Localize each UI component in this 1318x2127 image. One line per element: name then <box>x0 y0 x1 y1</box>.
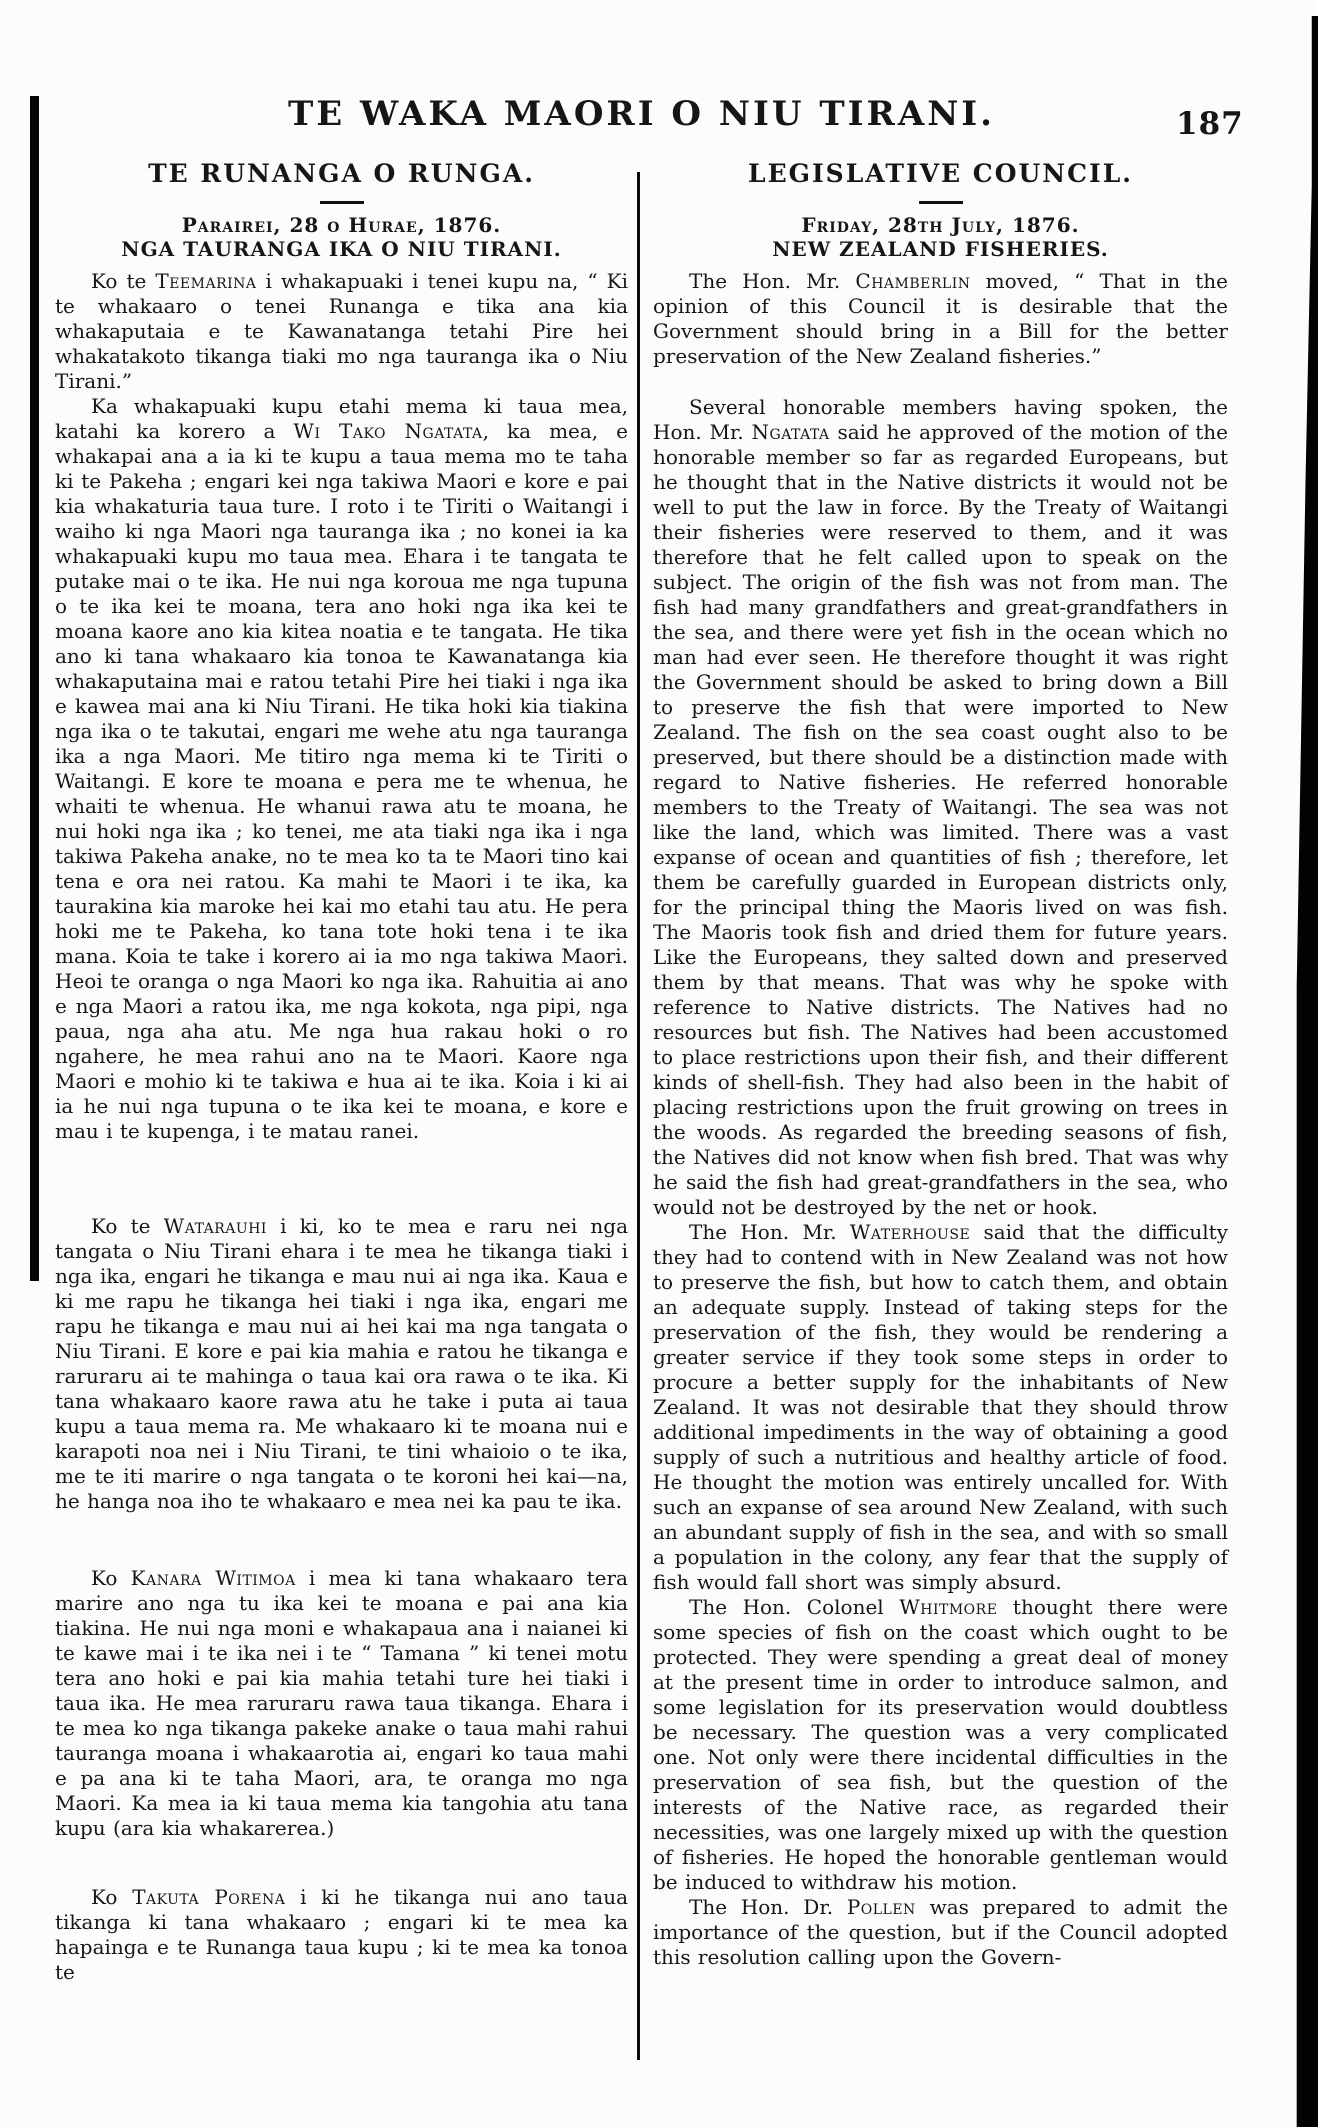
paragraph <box>653 395 1228 1220</box>
paragraph-text: The Hon. Mr. <box>689 1220 850 1244</box>
right-column-body <box>653 269 1228 1970</box>
paragraph-text: The Hon. Dr. <box>689 1895 847 1919</box>
scan-artifact-left-line <box>30 96 39 1281</box>
page-title: TE WAKA MAORI O NIU TIRANI. <box>287 94 996 134</box>
left-column-maori <box>55 160 628 1985</box>
paragraph-text: Ka whakapuaki kupu etahi mema ki taua mea, katahi ka korero a <box>55 394 628 443</box>
paragraph-text: i ki he tikanga nui ano taua tikanga ki tana whakaaro ; engari ki te mea ka hapainga e te Runanga taua kupu ; ki te mea ka tonoa te <box>55 1885 628 1984</box>
page-number: 187 <box>1176 106 1244 142</box>
right-heading-rule <box>919 201 963 204</box>
speaker-name: Ngatata <box>751 420 830 444</box>
right-dateline: Friday, 28th July, 1876. <box>801 213 1080 237</box>
paragraph-text: moved, “ That in the opinion of this Council it is desirable that the Government should bring in a Bill for the better preservation of the New Zealand fisheries.” <box>653 269 1228 368</box>
paragraph-text: said he approved of the motion of the honorable member so far as regarded Europeans, but he thought that in the Native districts it would not be well to put the law in force. By the Treaty of Waitangi their fisheries were reserved to them, and it was therefore that he felt called upon to speak on the subject. The origin of the fish was not from man. The fish had many grandfathers and great-grandfathers in the sea, and there were yet fish in the ocean which no man had ever seen. He therefore thought it was right the Government should be asked to bring down a Bill to preserve the fish that were imported to New Zealand. The fish on the sea coast ought also to be preserved, but there should be a distinction made with regard to Native fisheries. He referred honorable members to the Treaty of Waitangi. The sea was not like the land, which was limited. There was a vast expanse of ocean and quantities of fish ; therefore, let them be carefully guarded in European districts only, for the principal thing the Maoris lived on was fish. The Maoris took fish and dried them for future years. Like the Europeans, they salted down and preserved them by that means. That was why he spoke with reference to Native districts. The Natives had no resources but fish. The Natives had been accustomed to place restrictions upon their fish, and their different kinds of shell-fish. They had also been in the habit of placing restrictions upon the fruit growing on trees in the woods. As regarded the breeding seasons of fish, the Natives did not know when fish bred. That was why he said the fish had great-grandfathers in the sea, who would not be destroyed by the net or hook. <box>653 420 1228 1219</box>
paragraph-text: Ko <box>91 1885 133 1909</box>
paragraph-text: Ko te <box>91 1214 164 1238</box>
paragraph <box>55 394 628 1144</box>
speaker-name: Kanara Witimoa <box>130 1566 296 1590</box>
speaker-name: Waterhouse <box>849 1220 971 1244</box>
paragraph-text: thought there were some species of fish on the coast which ought to be protected. They were spending a great deal of money at the present time in order to introduce salmon, and some legislation for its preservation would doubtless be necessary. The question was a very complicated one. Not only were there incidental difficulties in the preservation of sea fish, but the question of the interests of the Native race, as regarded their necessities, was one largely mixed up with the question of fisheries. He hoped the honorable gentleman would be induced to withdraw his motion. <box>653 1595 1229 1894</box>
paragraph-text: Several honorable members having spoken, the Hon. Mr. <box>653 395 1228 444</box>
left-column-heading: TE RUNANGA O RUNGA. <box>148 159 535 188</box>
paragraph <box>55 269 628 394</box>
speaker-name: Teemarina <box>155 269 257 293</box>
paragraph-text: The Hon. Colonel <box>689 1595 900 1619</box>
paragraph <box>653 1895 1228 1970</box>
speaker-name: Whitmore <box>899 1595 998 1619</box>
paragraph-text: Ko <box>91 1566 131 1590</box>
paragraph-text: i mea ki tana whakaaro tera marire ano nga tu ika kei te moana e pai ana kia tiakina. He nui nga moni e whakapaua ana i naianei ki te kawe mai i te ika nei i te “ Tamana ” ki tenei motu tera ano hoki e pai kia mahia tetahi ture hei tiaki i taua ika. He mea raruraru rawa taua tikanga. Ehara i te mea ko nga tikanga pakeke anake o taua mahi rahui tauranga moana i whakaarotia ai, engari ko taua mahi e pa ana ki te taha Maori, ara, te oranga mo nga Maori. Ka mea ia ki taua mema kia tangohia atu tana kupu (ara kia whakarerea.) <box>55 1566 628 1840</box>
paragraph-text: Ko te <box>91 269 156 293</box>
scan-artifact-right-band <box>1292 16 1318 2127</box>
paragraph <box>55 1566 628 1841</box>
paragraph-text: i whakapuaki i tenei kupu na, “ Ki te whakaaro o tenei Runanga e tika ana kia whakaputaia e te Kawanatanga tetahi Pire hei whakatakoto tikanga tiaki mo nga tauranga ika o Niu Tirani.” <box>55 269 628 393</box>
speaker-name: Watarauhi <box>163 1214 267 1238</box>
right-subject-line: NEW ZEALAND FISHERIES. <box>772 237 1109 261</box>
column-divider-rule <box>637 172 640 2060</box>
speaker-name: Takuta Porena <box>132 1885 286 1909</box>
right-column-english <box>653 160 1228 1970</box>
left-subject-line: NGA TAURANGA IKA O NIU TIRANI. <box>121 237 562 261</box>
paragraph <box>55 1885 628 1985</box>
paragraph <box>653 1595 1228 1895</box>
speaker-name: Chamberlin <box>855 269 971 293</box>
paragraph-text: i ki, ko te mea e raru nei nga tangata o Niu Tirani ehara i te mea he tikanga tiaki i nga ika, engari he tikanga e mau nui ai nga ika. Kaua e ki me rapu he tikanga hei tiaki i nga ika, engari me rapu he tikanga e mau nui ai hei kai ma nga tangata o Niu Tirani. E kore e pai kia mahia e ratou he tikanga e raruraru ai te mahinga o taua kai ora rawa o te ika. Ki tana whakaaro kaore rawa atu he take i puta ai taua kupu a taua mema ra. Me whakaaro ki te moana nui e karapoti noa nei i Niu Tirani, te tini whaioio o te ika, me te iti marire o nga tangata o te koroni hei kai—na, he hanga noa iho te whakaaro e mea nei ka pau te ika. <box>55 1214 628 1513</box>
paragraph-text: said that the difficulty they had to contend with in New Zealand was not how to preserve the fish, but how to catch them, and obtain an adequate supply. Instead of taking steps for the preservation of the fish, they would be rendering a greater service if they took some steps in order to procure a better supply for the inhabitants of New Zealand. It was not desirable that they should throw additional impediments in the way of obtaining a good supply of such a nutritious and healthy article of food. He thought the motion was entirely uncalled for. With such an expanse of sea around New Zealand, with such an abundant supply of fish in the sea, and with so small a population in the colony, any fear that the supply of fish would fall short was simply absurd. <box>653 1220 1228 1594</box>
left-dateline: Parairei, 28 o Hurae, 1876. <box>181 213 502 237</box>
paragraph-text: was prepared to admit the importance of the question, but if the Council adopted this resolution calling upon the Govern- <box>653 1895 1228 1969</box>
left-column-body <box>55 269 628 1985</box>
speaker-name: Pollen <box>846 1895 916 1919</box>
right-column-heading: LEGISLATIVE COUNCIL. <box>748 159 1133 188</box>
speaker-name: Wi Tako Ngatata <box>293 419 483 443</box>
paragraph <box>55 1214 628 1514</box>
paragraph-text: The Hon. Mr. <box>689 269 856 293</box>
paragraph <box>653 269 1228 369</box>
paragraph-text: , ka mea, e whakapai ana a ia ki te kupu a taua mema mo te taha ki te Pakeha ; engari kei nga takiwa Maori e kore e pai kia whakaturia taua ture. I roto i te Tiriti o Waitangi i waiho ki nga Maori nga tauranga ika ; no konei ia ka whakapuaki kupu mo taua mea. Ehara i te tangata te putake mai o te ika. He nui nga koroua me nga tupuna o te ika kei te moana, tera ano hoki nga ika kei te moana kaore ano kia kitea noatia e te tangata. He tika ano ki tana whakaaro kia tonoa te Kawanatanga kia whakaputaina mai e ratou tetahi Pire hei tiaki i nga ika e kawea mai ana ki Niu Tirani. He tika hoki kia tiakina nga ika o te takutai, engari me wehe atu nga tauranga ika a nga Maori. Me titiro nga mema ki te Tiriti o Waitangi. E kore te moana e pera me te whenua, he whaiti te whenua. He whanui rawa atu te moana, he nui hoki nga ika ; ko tenei, me ata tiaki nga ika i nga takiwa Pakeha anake, no te mea ko ta te Maori tino kai tena e ora nei ratou. Ka mahi te Maori i te ika, ka taurakina kia maroke hei kai mo etahi tau atu. He pera hoki me te Pakeha, ko tana tote hoki tena i te ika mana. Koia te take i korero ai ia mo nga takiwa Maori. Heoi te oranga o nga Maori ko nga ika. Rahuitia ai ano e nga Maori a ratou ika, me nga kokota, nga pipi, nga paua, nga aha atu. Me nga hua rakau hoki o ro ngahere, he mea rahui ano na te Maori. Kaore nga Maori e mohio ki te takiwa e hua ai te ika. Koia i ki ai ia he nui nga tupuna o te ika kei te moana, e kore e mau i te kupenga, i te matau ranei. <box>55 419 628 1143</box>
left-heading-rule <box>320 201 364 204</box>
paragraph <box>653 1220 1228 1595</box>
